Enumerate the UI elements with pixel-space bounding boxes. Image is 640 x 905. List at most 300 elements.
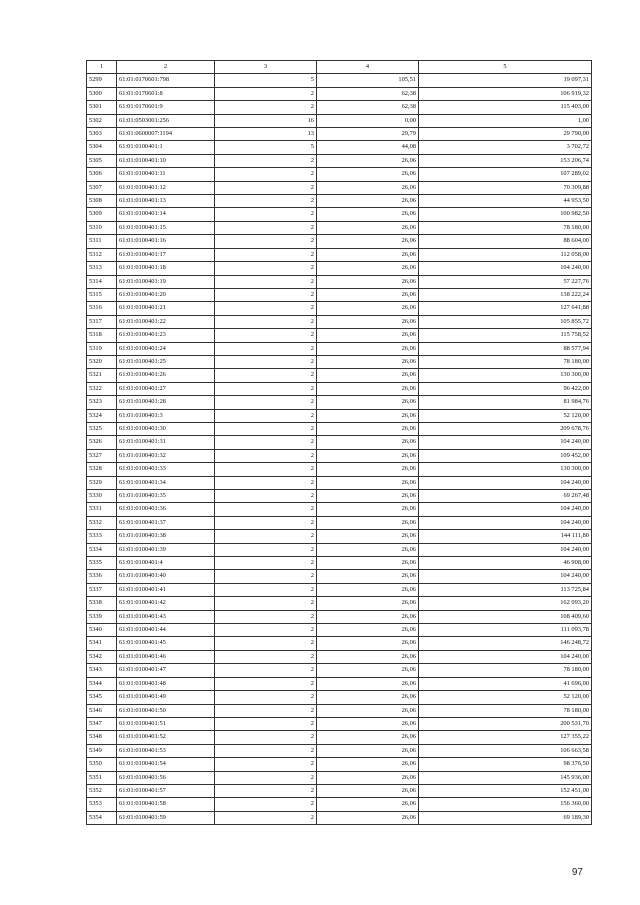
value-cell: 104 240,00 xyxy=(419,543,592,556)
area-cell: 26,06 xyxy=(317,355,419,368)
row-index-cell: 5313 xyxy=(87,262,117,275)
area-cell: 26,06 xyxy=(317,624,419,637)
table-body xyxy=(87,74,592,825)
count-cell: 2 xyxy=(215,101,317,114)
table-row xyxy=(87,355,592,368)
table-row xyxy=(87,181,592,194)
table-row xyxy=(87,677,592,690)
count-cell: 2 xyxy=(215,288,317,301)
area-cell: 26,06 xyxy=(317,476,419,489)
row-index-cell: 5310 xyxy=(87,221,117,234)
table-row xyxy=(87,168,592,181)
row-index-cell: 5342 xyxy=(87,650,117,663)
area-cell: 26,06 xyxy=(317,302,419,315)
area-cell: 29,79 xyxy=(317,128,419,141)
area-cell: 26,06 xyxy=(317,583,419,596)
value-cell: 108 409,60 xyxy=(419,610,592,623)
cadastral-number-cell: 61:01:0100401:14 xyxy=(117,208,215,221)
count-cell: 2 xyxy=(215,503,317,516)
count-cell: 2 xyxy=(215,463,317,476)
value-cell: 81 984,76 xyxy=(419,396,592,409)
value-cell: 104 240,00 xyxy=(419,570,592,583)
row-index-cell: 5329 xyxy=(87,476,117,489)
row-index-cell: 5324 xyxy=(87,409,117,422)
count-cell: 2 xyxy=(215,302,317,315)
value-cell: 104 240,00 xyxy=(419,503,592,516)
count-cell: 2 xyxy=(215,248,317,261)
count-cell: 2 xyxy=(215,342,317,355)
table-row xyxy=(87,771,592,784)
cadastral-number-cell: 61:01:0100401:58 xyxy=(117,798,215,811)
row-index-cell: 5347 xyxy=(87,717,117,730)
value-cell: 106 919,32 xyxy=(419,87,592,100)
count-cell: 2 xyxy=(215,396,317,409)
cadastral-number-cell: 61:01:0100401:12 xyxy=(117,181,215,194)
count-cell: 2 xyxy=(215,610,317,623)
area-cell: 26,06 xyxy=(317,288,419,301)
row-index-cell: 5300 xyxy=(87,87,117,100)
row-index-cell: 5330 xyxy=(87,490,117,503)
row-index-cell: 5332 xyxy=(87,516,117,529)
row-index-cell: 5340 xyxy=(87,624,117,637)
row-index-cell: 5349 xyxy=(87,744,117,757)
cadastral-number-cell: 61:01:0100401:33 xyxy=(117,463,215,476)
area-cell: 26,06 xyxy=(317,422,419,435)
cadastral-number-cell: 61:01:0100401:40 xyxy=(117,570,215,583)
cadastral-number-cell: 61:01:0100401:18 xyxy=(117,262,215,275)
value-cell: 104 240,00 xyxy=(419,516,592,529)
table-row xyxy=(87,128,592,141)
cadastral-number-cell: 61:01:0503001:256 xyxy=(117,114,215,127)
count-cell: 2 xyxy=(215,664,317,677)
row-index-cell: 5344 xyxy=(87,677,117,690)
value-cell: 88 604,00 xyxy=(419,235,592,248)
row-index-cell: 5304 xyxy=(87,141,117,154)
row-index-cell: 5319 xyxy=(87,342,117,355)
area-cell: 26,06 xyxy=(317,717,419,730)
cadastral-number-cell: 61:01:0100401:42 xyxy=(117,597,215,610)
table-row xyxy=(87,798,592,811)
row-index-cell: 5323 xyxy=(87,396,117,409)
row-index-cell: 5334 xyxy=(87,543,117,556)
table-row xyxy=(87,610,592,623)
row-index-cell: 5337 xyxy=(87,583,117,596)
value-cell: 70 309,88 xyxy=(419,181,592,194)
table-row xyxy=(87,557,592,570)
cadastral-number-cell: 61:01:0100401:23 xyxy=(117,329,215,342)
count-cell: 2 xyxy=(215,369,317,382)
row-index-cell: 5320 xyxy=(87,355,117,368)
count-cell: 13 xyxy=(215,128,317,141)
value-cell: 104 240,00 xyxy=(419,262,592,275)
cadastral-number-cell: 61:01:0100401:20 xyxy=(117,288,215,301)
table-row xyxy=(87,476,592,489)
count-cell: 2 xyxy=(215,570,317,583)
table-row xyxy=(87,597,592,610)
value-cell: 3 702,72 xyxy=(419,141,592,154)
cadastral-number-cell: 61:01:0100401:37 xyxy=(117,516,215,529)
count-cell: 2 xyxy=(215,731,317,744)
value-cell: 162 093,20 xyxy=(419,597,592,610)
table-row xyxy=(87,382,592,395)
cadastral-number-cell: 61:01:0100401:53 xyxy=(117,744,215,757)
count-cell: 2 xyxy=(215,355,317,368)
count-cell: 2 xyxy=(215,436,317,449)
count-cell: 2 xyxy=(215,208,317,221)
table-row xyxy=(87,543,592,556)
count-cell: 2 xyxy=(215,221,317,234)
table-row xyxy=(87,101,592,114)
cadastral-number-cell: 61:01:0100401:38 xyxy=(117,530,215,543)
count-cell: 2 xyxy=(215,557,317,570)
area-cell: 26,06 xyxy=(317,744,419,757)
row-index-cell: 5325 xyxy=(87,422,117,435)
value-cell: 104 240,00 xyxy=(419,476,592,489)
row-index-cell: 5308 xyxy=(87,195,117,208)
table-row xyxy=(87,302,592,315)
area-cell: 26,06 xyxy=(317,409,419,422)
count-cell: 2 xyxy=(215,154,317,167)
column-header-4: 4 xyxy=(317,61,419,74)
count-cell: 2 xyxy=(215,624,317,637)
count-cell: 2 xyxy=(215,677,317,690)
cadastral-number-cell: 61:01:0100401:19 xyxy=(117,275,215,288)
area-cell: 26,06 xyxy=(317,396,419,409)
table-row xyxy=(87,195,592,208)
table-row xyxy=(87,114,592,127)
value-cell: 111 093,78 xyxy=(419,624,592,637)
row-index-cell: 5321 xyxy=(87,369,117,382)
row-index-cell: 5343 xyxy=(87,664,117,677)
table-row xyxy=(87,583,592,596)
area-cell: 26,06 xyxy=(317,516,419,529)
row-index-cell: 5353 xyxy=(87,798,117,811)
row-index-cell: 5348 xyxy=(87,731,117,744)
count-cell: 2 xyxy=(215,597,317,610)
table-row xyxy=(87,315,592,328)
value-cell: 78 180,00 xyxy=(419,704,592,717)
area-cell: 26,06 xyxy=(317,771,419,784)
area-cell: 26,06 xyxy=(317,650,419,663)
row-index-cell: 5345 xyxy=(87,691,117,704)
row-index-cell: 5305 xyxy=(87,154,117,167)
table-row xyxy=(87,516,592,529)
table-row xyxy=(87,784,592,797)
row-index-cell: 5333 xyxy=(87,530,117,543)
value-cell: 104 240,00 xyxy=(419,436,592,449)
row-index-cell: 5306 xyxy=(87,168,117,181)
value-cell: 138 222,24 xyxy=(419,288,592,301)
table-row xyxy=(87,637,592,650)
page-number: 97 xyxy=(571,867,583,878)
count-cell: 2 xyxy=(215,422,317,435)
cadastral-number-cell: 61:01:0100401:59 xyxy=(117,811,215,824)
count-cell: 2 xyxy=(215,798,317,811)
row-index-cell: 5335 xyxy=(87,557,117,570)
area-cell: 26,06 xyxy=(317,811,419,824)
count-cell: 2 xyxy=(215,449,317,462)
count-cell: 2 xyxy=(215,275,317,288)
column-header-1: 1 xyxy=(87,61,117,74)
row-index-cell: 5350 xyxy=(87,758,117,771)
count-cell: 2 xyxy=(215,543,317,556)
cadastral-number-cell: 61:01:0100401:22 xyxy=(117,315,215,328)
area-cell: 26,06 xyxy=(317,610,419,623)
cadastral-number-cell: 61:01:0100401:25 xyxy=(117,355,215,368)
area-cell: 26,06 xyxy=(317,449,419,462)
table-row xyxy=(87,811,592,824)
value-cell: 88 577,94 xyxy=(419,342,592,355)
table-row xyxy=(87,570,592,583)
table-row xyxy=(87,248,592,261)
row-index-cell: 5339 xyxy=(87,610,117,623)
cadastral-number-cell: 61:01:0100401:1 xyxy=(117,141,215,154)
column-header-3: 3 xyxy=(215,61,317,74)
cadastral-number-cell: 61:01:0100401:15 xyxy=(117,221,215,234)
cadastral-number-cell: 61:01:0100401:36 xyxy=(117,503,215,516)
cadastral-number-cell: 61:01:0170601:9 xyxy=(117,101,215,114)
value-cell: 145 936,00 xyxy=(419,771,592,784)
cadastral-number-cell: 61:01:0100401:26 xyxy=(117,369,215,382)
count-cell: 2 xyxy=(215,329,317,342)
row-index-cell: 5314 xyxy=(87,275,117,288)
value-cell: 78 180,00 xyxy=(419,221,592,234)
row-index-cell: 5299 xyxy=(87,74,117,87)
area-cell: 26,06 xyxy=(317,181,419,194)
value-cell: 109 452,00 xyxy=(419,449,592,462)
value-cell: 98 376,50 xyxy=(419,758,592,771)
row-index-cell: 5312 xyxy=(87,248,117,261)
value-cell: 46 908,00 xyxy=(419,557,592,570)
row-index-cell: 5322 xyxy=(87,382,117,395)
cadastral-number-cell: 61:01:0100401:34 xyxy=(117,476,215,489)
value-cell: 209 678,76 xyxy=(419,422,592,435)
count-cell: 2 xyxy=(215,235,317,248)
value-cell: 19 097,31 xyxy=(419,74,592,87)
count-cell: 5 xyxy=(215,74,317,87)
cadastral-number-cell: 61:01:0100401:10 xyxy=(117,154,215,167)
count-cell: 2 xyxy=(215,195,317,208)
row-index-cell: 5338 xyxy=(87,597,117,610)
area-cell: 26,06 xyxy=(317,530,419,543)
area-cell: 62,38 xyxy=(317,101,419,114)
count-cell: 2 xyxy=(215,583,317,596)
count-cell: 2 xyxy=(215,490,317,503)
table-row xyxy=(87,275,592,288)
area-cell: 26,06 xyxy=(317,463,419,476)
count-cell: 2 xyxy=(215,784,317,797)
value-cell: 144 111,80 xyxy=(419,530,592,543)
row-index-cell: 5318 xyxy=(87,329,117,342)
row-index-cell: 5331 xyxy=(87,503,117,516)
area-cell: 26,06 xyxy=(317,557,419,570)
area-cell: 26,06 xyxy=(317,221,419,234)
table-row xyxy=(87,731,592,744)
area-cell: 26,06 xyxy=(317,798,419,811)
table-row xyxy=(87,463,592,476)
cadastral-number-cell: 61:01:0100401:51 xyxy=(117,717,215,730)
cadastral-number-cell: 61:01:0600007:1194 xyxy=(117,128,215,141)
count-cell: 2 xyxy=(215,758,317,771)
area-cell: 26,06 xyxy=(317,342,419,355)
cadastral-number-cell: 61:01:0100401:32 xyxy=(117,449,215,462)
table-row xyxy=(87,396,592,409)
cadastral-number-cell: 61:01:0170601:8 xyxy=(117,87,215,100)
table-row xyxy=(87,329,592,342)
cadastral-number-cell: 61:01:0100401:24 xyxy=(117,342,215,355)
area-cell: 26,06 xyxy=(317,704,419,717)
area-cell: 26,06 xyxy=(317,691,419,704)
row-index-cell: 5311 xyxy=(87,235,117,248)
table-row xyxy=(87,369,592,382)
value-cell: 112 058,00 xyxy=(419,248,592,261)
row-index-cell: 5352 xyxy=(87,784,117,797)
count-cell: 2 xyxy=(215,382,317,395)
value-cell: 127 641,88 xyxy=(419,302,592,315)
cadastral-number-cell: 61:01:0100401:57 xyxy=(117,784,215,797)
area-cell: 26,06 xyxy=(317,154,419,167)
column-header-5: 5 xyxy=(419,61,592,74)
data-table-container xyxy=(86,60,591,825)
value-cell: 1,00 xyxy=(419,114,592,127)
table-row xyxy=(87,154,592,167)
value-cell: 106 663,58 xyxy=(419,744,592,757)
count-cell: 2 xyxy=(215,409,317,422)
value-cell: 152 451,00 xyxy=(419,784,592,797)
cadastral-number-cell: 61:01:0100401:13 xyxy=(117,195,215,208)
table-row xyxy=(87,530,592,543)
area-cell: 26,06 xyxy=(317,208,419,221)
count-cell: 16 xyxy=(215,114,317,127)
area-cell: 44,08 xyxy=(317,141,419,154)
cadastral-number-cell: 61:01:0100401:46 xyxy=(117,650,215,663)
value-cell: 130 300,00 xyxy=(419,369,592,382)
row-index-cell: 5307 xyxy=(87,181,117,194)
area-cell: 105,51 xyxy=(317,74,419,87)
cadastral-number-cell: 61:01:0100401:50 xyxy=(117,704,215,717)
table-row xyxy=(87,422,592,435)
value-cell: 127 355,22 xyxy=(419,731,592,744)
table-row xyxy=(87,449,592,462)
cadastral-number-cell: 61:01:0170601:798 xyxy=(117,74,215,87)
value-cell: 52 120,00 xyxy=(419,409,592,422)
cadastral-number-cell: 61:01:0100401:28 xyxy=(117,396,215,409)
cadastral-number-cell: 61:01:0100401:56 xyxy=(117,771,215,784)
value-cell: 156 360,00 xyxy=(419,798,592,811)
row-index-cell: 5316 xyxy=(87,302,117,315)
row-index-cell: 5302 xyxy=(87,114,117,127)
count-cell: 2 xyxy=(215,168,317,181)
value-cell: 115 403,00 xyxy=(419,101,592,114)
data-table xyxy=(86,60,592,825)
cadastral-number-cell: 61:01:0100401:31 xyxy=(117,436,215,449)
table-row xyxy=(87,650,592,663)
count-cell: 2 xyxy=(215,704,317,717)
column-header-2: 2 xyxy=(117,61,215,74)
count-cell: 2 xyxy=(215,771,317,784)
table-row xyxy=(87,74,592,87)
row-index-cell: 5346 xyxy=(87,704,117,717)
count-cell: 2 xyxy=(215,262,317,275)
value-cell: 107 289,02 xyxy=(419,168,592,181)
table-row xyxy=(87,744,592,757)
cadastral-number-cell: 61:01:0100401:39 xyxy=(117,543,215,556)
value-cell: 78 180,00 xyxy=(419,355,592,368)
value-cell: 69 189,30 xyxy=(419,811,592,824)
cadastral-number-cell: 61:01:0100401:44 xyxy=(117,624,215,637)
count-cell: 2 xyxy=(215,87,317,100)
cadastral-number-cell: 61:01:0100401:41 xyxy=(117,583,215,596)
row-index-cell: 5336 xyxy=(87,570,117,583)
count-cell: 2 xyxy=(215,181,317,194)
value-cell: 44 953,50 xyxy=(419,195,592,208)
count-cell: 2 xyxy=(215,637,317,650)
value-cell: 130 300,00 xyxy=(419,463,592,476)
row-index-cell: 5351 xyxy=(87,771,117,784)
cadastral-number-cell: 61:01:0100401:21 xyxy=(117,302,215,315)
area-cell: 26,06 xyxy=(317,262,419,275)
cadastral-number-cell: 61:01:0100401:3 xyxy=(117,409,215,422)
row-index-cell: 5354 xyxy=(87,811,117,824)
value-cell: 105 855,72 xyxy=(419,315,592,328)
area-cell: 26,06 xyxy=(317,235,419,248)
table-row xyxy=(87,221,592,234)
area-cell: 26,06 xyxy=(317,168,419,181)
count-cell: 2 xyxy=(215,717,317,730)
table-row xyxy=(87,288,592,301)
table-row xyxy=(87,624,592,637)
area-cell: 26,06 xyxy=(317,597,419,610)
area-cell: 26,06 xyxy=(317,543,419,556)
area-cell: 26,06 xyxy=(317,677,419,690)
value-cell: 57 227,76 xyxy=(419,275,592,288)
area-cell: 26,06 xyxy=(317,329,419,342)
area-cell: 26,06 xyxy=(317,570,419,583)
table-row xyxy=(87,664,592,677)
value-cell: 78 180,00 xyxy=(419,664,592,677)
cadastral-number-cell: 61:01:0100401:52 xyxy=(117,731,215,744)
count-cell: 2 xyxy=(215,650,317,663)
value-cell: 113 725,84 xyxy=(419,583,592,596)
cadastral-number-cell: 61:01:0100401:11 xyxy=(117,168,215,181)
area-cell: 26,06 xyxy=(317,490,419,503)
cadastral-number-cell: 61:01:0100401:49 xyxy=(117,691,215,704)
row-index-cell: 5317 xyxy=(87,315,117,328)
row-index-cell: 5301 xyxy=(87,101,117,114)
area-cell: 26,06 xyxy=(317,503,419,516)
table-row xyxy=(87,262,592,275)
table-row xyxy=(87,235,592,248)
cadastral-number-cell: 61:01:0100401:45 xyxy=(117,637,215,650)
table-row xyxy=(87,691,592,704)
table-row xyxy=(87,87,592,100)
value-cell: 100 982,50 xyxy=(419,208,592,221)
count-cell: 2 xyxy=(215,315,317,328)
cadastral-number-cell: 61:01:0100401:47 xyxy=(117,664,215,677)
value-cell: 96 422,00 xyxy=(419,382,592,395)
area-cell: 26,06 xyxy=(317,784,419,797)
row-index-cell: 5327 xyxy=(87,449,117,462)
value-cell: 146 248,72 xyxy=(419,637,592,650)
table-row xyxy=(87,490,592,503)
cadastral-number-cell: 61:01:0100401:17 xyxy=(117,248,215,261)
count-cell: 2 xyxy=(215,530,317,543)
area-cell: 26,06 xyxy=(317,315,419,328)
value-cell: 52 120,00 xyxy=(419,691,592,704)
area-cell: 26,06 xyxy=(317,248,419,261)
cadastral-number-cell: 61:01:0100401:30 xyxy=(117,422,215,435)
area-cell: 26,06 xyxy=(317,382,419,395)
